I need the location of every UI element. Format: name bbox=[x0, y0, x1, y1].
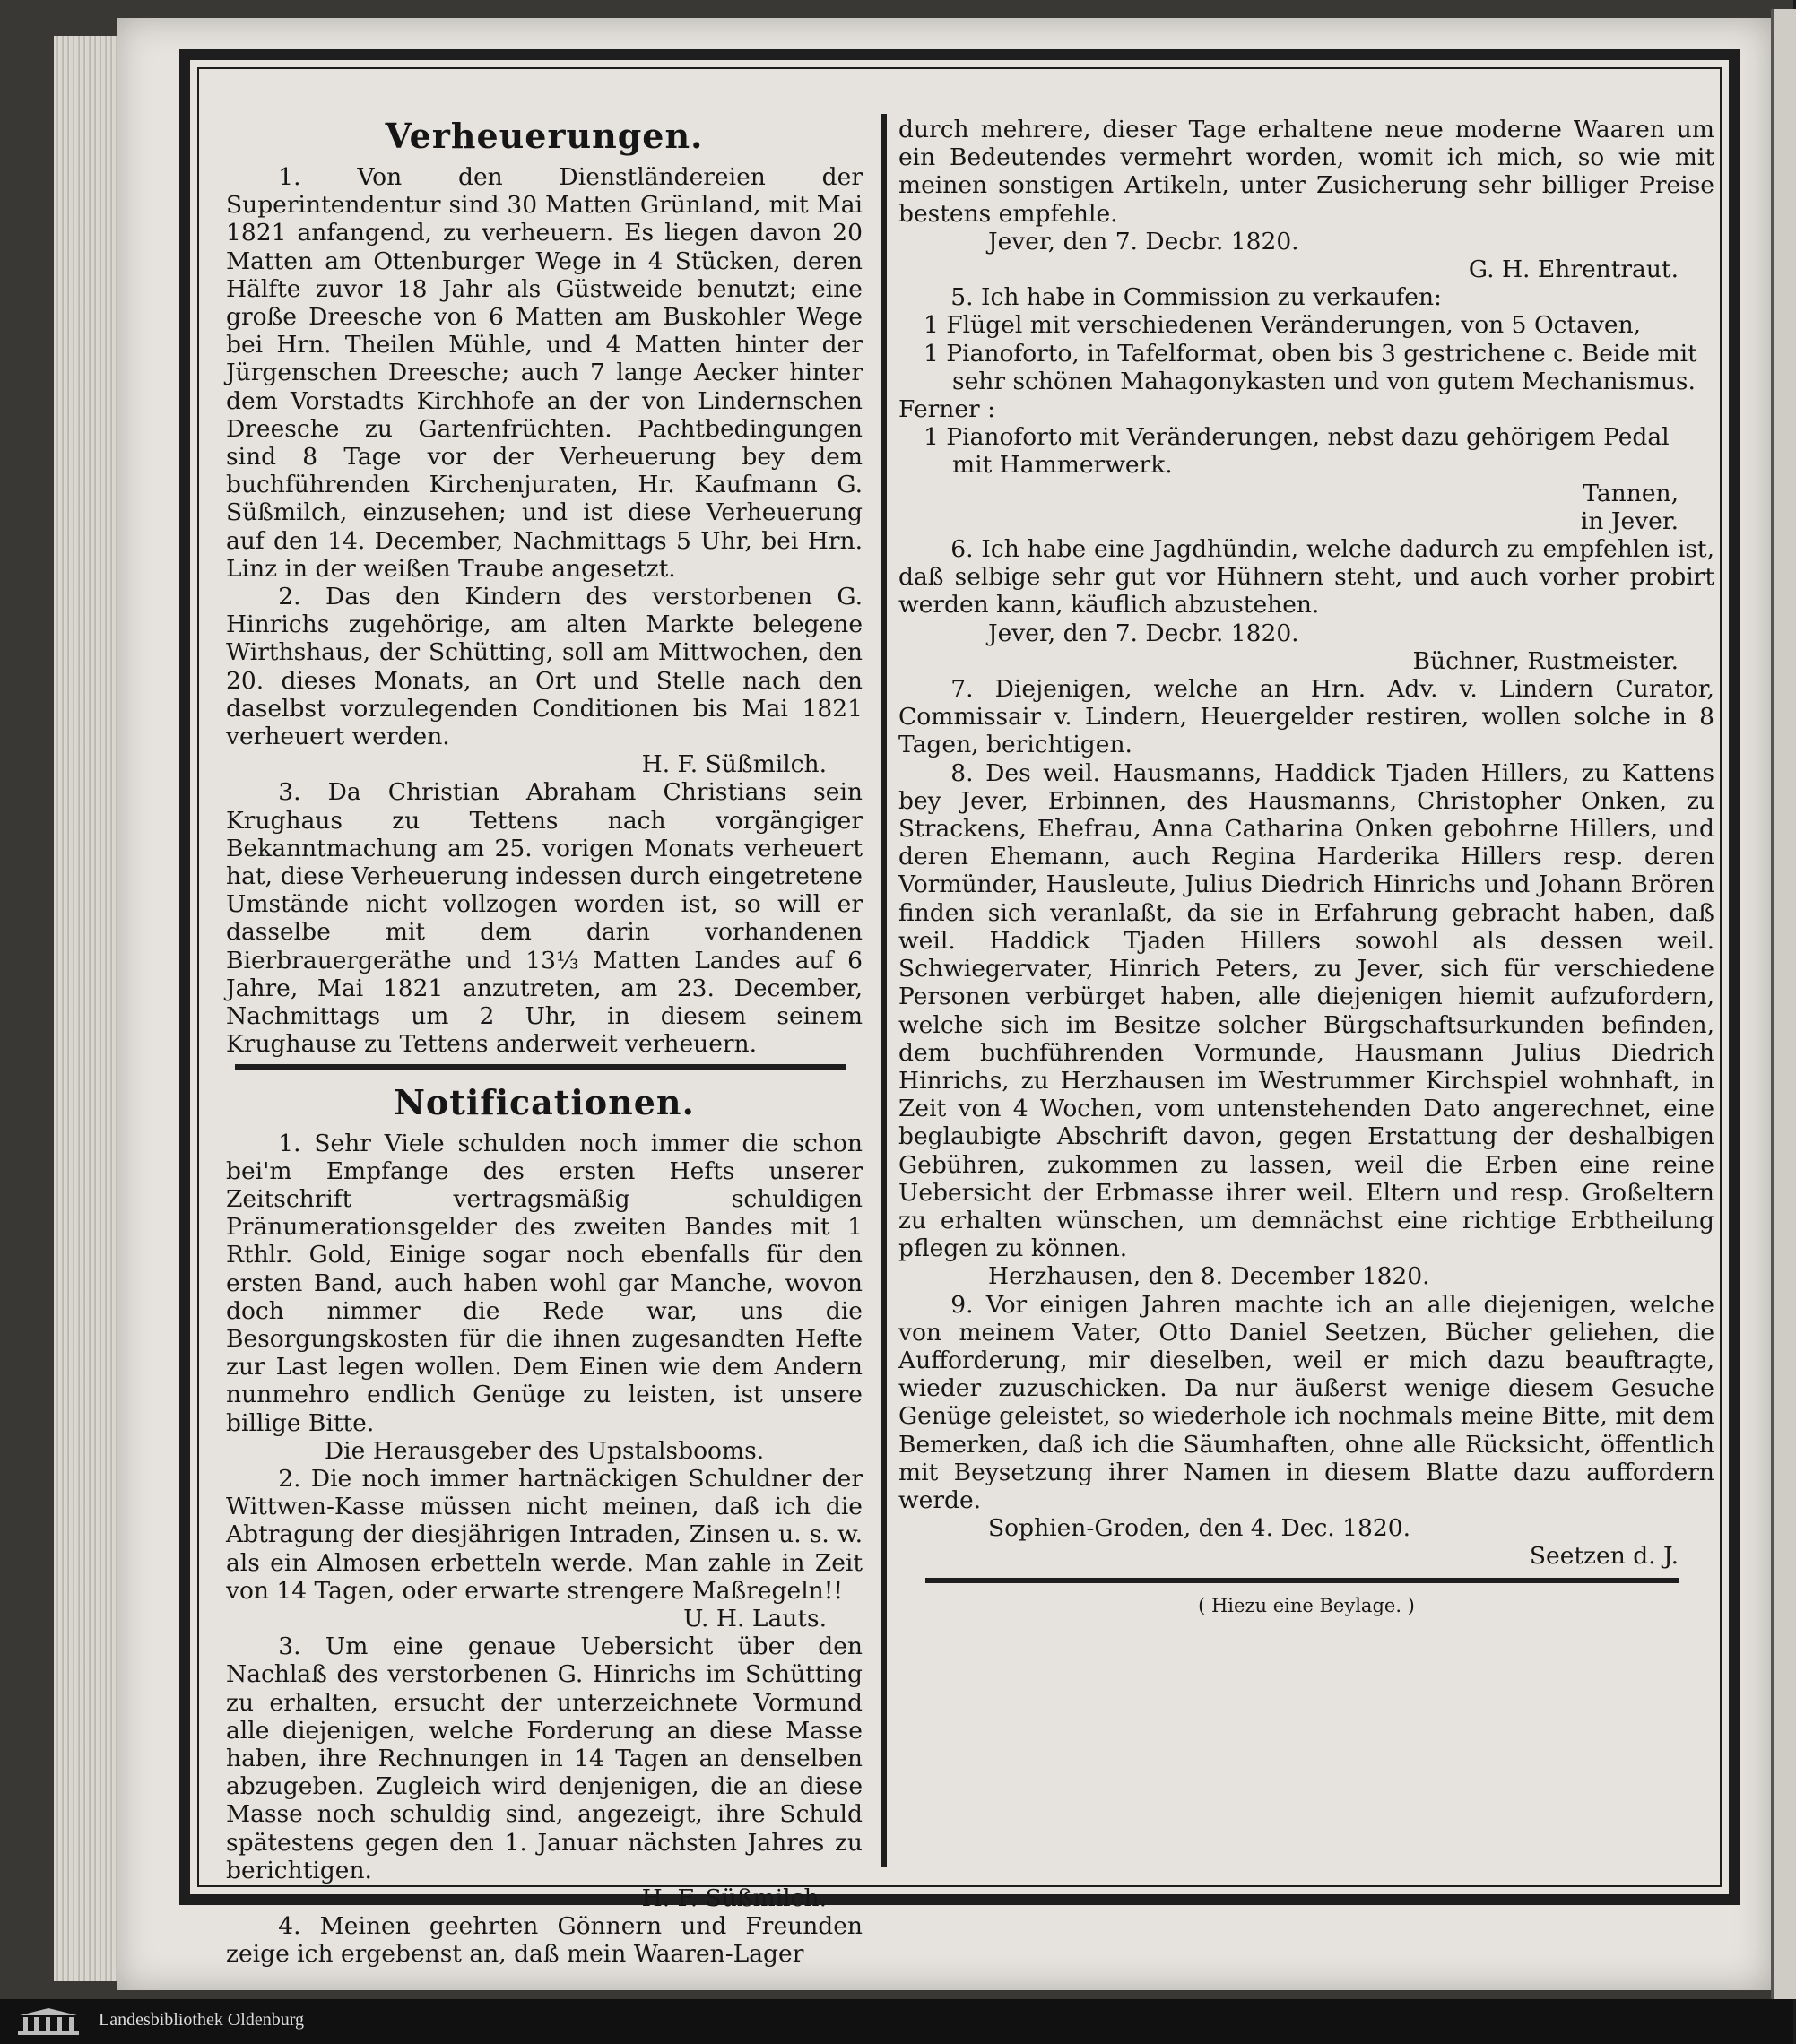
section-rule bbox=[235, 1064, 846, 1070]
left-column bbox=[226, 116, 863, 1969]
notice-paragraph: 9. Vor einigen Jahren machte ich an alle diejenigen, welche von meinem Vater, Otto Daniel Seetzen, Bücher geliehen, die Aufforderung, mir dieselben, weil er mich dazu beauftragte, wieder zuzuschicken. Da nur äußerst wenige diesem Gesuche Genüge geleistet, so wiederhole ich nochmals meine Bitte, mit dem Bemerken, daß ich die Säumhaften, ohne alle Rücksicht, öffentlich mit Beysetzung ihrer Namen in diesem Blatte dazu auffordern werde. bbox=[898, 1290, 1714, 1514]
section-rule bbox=[925, 1578, 1679, 1583]
notice-paragraph: 2. Das den Kindern des verstorbenen G. Hinrichs zugehörige, am alten Markte belegene Wirthshaus, der Schütting, soll am Mittwochen, den 20. dieses Monats, an Ort und Stelle nach den daselbst vorzulegenden Conditionen bis Mai 1821 verheuert werden. bbox=[226, 583, 863, 751]
notice-signature: in Jever. bbox=[1580, 507, 1679, 535]
column-divider bbox=[881, 114, 887, 1867]
notice-paragraph: 1. Von den Dienstländereien der Superintendentur sind 30 Matten Grünland, mit Mai 1821 anfangend, zu verheuern. Es liegen davon 20 Matten am Ottenburger Wege in 4 Stücken, deren Hälfte zuvor 18 Jahr als Güstweide benutzt; eine große Dreesche von 6 Matten am Buskohler Wege bei Hrn. Theilen Mühle, und 4 Matten hinter der Jürgenschen Dreesche; auch 7 lange Aecker hinter dem Vorstadts Kirchhofe an der von Lindernschen Dreesche zu Gartenfrüchten. Pachtbedingungen sind 8 Tage vor der Verheuerung bey dem buchführenden Kirchenjuraten, Hr. Kaufmann G. Süßmilch, einzusehen; und ist diese Verheuerung auf den 14. December, Nachmittags 5 Uhr, bei Hrn. Linz in der weißen Traube angesetzt. bbox=[226, 163, 863, 583]
sale-item: 1 Pianoforto, in Tafelformat, oben bis 3 gestrichene c. Beide mit sehr schönen Mahagonykasten und von gutem Mechanismus. bbox=[924, 339, 1697, 395]
notice-paragraph: 1. Sehr Viele schulden noch immer die schon bei'm Empfange des ersten Hefts unserer Zeitschrift vertragsmäßig schuldigen Pränumerationsgelder des zweiten Bandes mit 1 Rthlr. Gold, Einige sogar noch ebenfalls für den ersten Band, auch haben wohl gar Manche, wovon doch nimmer die Rede war, uns die Besorgungskosten für die ihnen zugesandten Hefte zur Last legen wollen. Dem Einen wie dem Andern nunmehro endlich Genüge zu leisten, ist unsere billige Bitte. bbox=[226, 1129, 863, 1437]
notice-date: Herzhausen, den 8. December 1820. bbox=[988, 1262, 1430, 1291]
notice-date: Sophien-Groden, den 4. Dec. 1820. bbox=[988, 1514, 1410, 1543]
notice-paragraph: 2. Die noch immer hartnäckigen Schuldner der Wittwen-Kasse müssen nicht meinen, daß ich die Abtragung der diesjährigen Intraden, Zinsen u. s. w. als ein Almosen erbetteln werde. Man zahle in Zeit von 14 Tagen, oder erwarte strengere Maßregeln!! bbox=[226, 1464, 863, 1605]
notice-signature: Seetzen d. J. bbox=[1529, 1542, 1679, 1571]
notice-date: Jever, den 7. Decbr. 1820. bbox=[988, 227, 1299, 256]
viewer-footer bbox=[0, 1999, 1793, 2044]
library-name: Landesbibliothek Oldenburg bbox=[99, 2010, 305, 2030]
supplement-note: ( Hiezu eine Beylage. ) bbox=[1198, 1594, 1415, 1616]
notice-signature: Büchner, Rustmeister. bbox=[1412, 646, 1679, 675]
right-column bbox=[898, 116, 1714, 1869]
notice-signature: U. H. Lauts. bbox=[683, 1604, 827, 1633]
notice-paragraph: 4. Meinen geehrten Gönnern und Freunden zeige ich ergebenst an, daß mein Waaren-Lager bbox=[226, 1912, 863, 1969]
section-title-notificationen: Notificationen. bbox=[394, 1081, 695, 1122]
sale-item: 1 Flügel mit verschiedenen Veränderungen, von 5 Octaven, bbox=[924, 311, 1642, 340]
notice-signature: H. F. Süßmilch. bbox=[641, 1884, 827, 1912]
notice-signature: H. F. Süßmilch. bbox=[641, 750, 827, 779]
notice-text: Ferner : bbox=[898, 395, 996, 424]
library-logo-icon bbox=[16, 2006, 81, 2037]
notice-signature: Die Herausgeber des Upstalsbooms. bbox=[324, 1436, 765, 1465]
notice-paragraph: 7. Diejenigen, welche an Hrn. Adv. v. Lindern Curator, Commissair v. Lindern, Heuergelder restiren, wollen solche in 8 Tagen, berichtigen. bbox=[898, 675, 1714, 759]
notice-paragraph: 3. Da Christian Abraham Christians sein Krughaus zu Tettens nach vorgängiger Bekanntmachung am 25. vorigen Monats verheuert hat, diese Verheuerung indessen durch eingetretene Umstände nicht vollzogen worden ist, so will er dasselbe mit dem darin vorhandenen Bierbrauergeräthe und 13⅓ Matten Landes auf 6 Jahre, Mai 1821 anzutreten, am 23. December, Nachmittags um 2 Uhr, in diesem seinem Krughause zu Tettens anderweit verheuern. bbox=[226, 778, 863, 1059]
page-border-frame bbox=[179, 49, 1740, 1969]
notice-signature: G. H. Ehrentraut. bbox=[1468, 256, 1679, 284]
next-page-edge bbox=[1771, 9, 1796, 1999]
book-page-edges bbox=[54, 36, 126, 1981]
notice-signature: Tannen, bbox=[1583, 479, 1679, 507]
notice-paragraph: 8. Des weil. Hausmanns, Haddick Tjaden Hillers, zu Kattens bey Jever, Erbinnen, des Hausmanns, Christopher Onken, zu Strackens, Ehefrau, Anna Catharina Onken gebohrne Hillers, und deren Ehemann, auch Regina Harderika Hillers resp. deren Vormünder, Hausleute, Julius Diedrich Hinrichs und Johann Brören finden sich veranlaßt, da sie in Erfahrung gebracht haben, daß weil. Haddick Tjaden Hillers sowohl als dessen weil. Schwiegervater, Hinrich Peters, zu Jever, sich für verschiedene Personen verbürget haben, alle diejenigen hiemit aufzufordern, welche sich im Besitze solcher Bürgschaftsurkunden befinden, dem buchführenden Vormunde, Hausmann Julius Diedrich Hinrichs, zu Herzhausen im Westrummer Kirchspiel wohnhaft, in Zeit von 4 Wochen, vom untenstehenden Dato angerechnet, eine beglaubigte Abschrift davon, gegen Erstattung der deshalbigen Gebühren, zukommen zu lassen, weil die Erben eine reine Uebersicht der Erbmasse ihrer weil. Eltern und resp. Großeltern zu erhalten wünschen, um demnächst eine richtige Erbtheilung pflegen zu können. bbox=[898, 758, 1714, 1263]
sale-item: 1 Pianoforto mit Veränderungen, nebst dazu gehörigem Pedal mit Hammerwerk. bbox=[924, 423, 1670, 480]
notice-paragraph: 3. Um eine genaue Uebersicht über den Nachlaß des verstorbenen G. Hinrichs im Schütting zu erhalten, ersucht der unterzeichnete Vormund alle diejenigen, welche Forderung an diese Masse haben, ihre Rechnungen in 14 Tagen an denselben abzugeben. Zugleich wird denjenigen, die an diese Masse noch schuldig sind, angezeigt, ihre Schuld spätestens gegen den 1. Januar nächsten Jahres zu berichtigen. bbox=[226, 1633, 863, 1884]
notice-paragraph: 6. Ich habe eine Jagdhündin, welche dadurch zu empfehlen ist, daß selbige sehr gut vor Hühnern steht, und auch vorher probirt werden kann, käuflich abzustehen. bbox=[898, 535, 1714, 619]
notice-paragraph: durch mehrere, dieser Tage erhaltene neue moderne Waaren um ein Bedeutendes vermehrt worden, womit ich mich, so wie mit meinen sonstigen Artikeln, unter Zusicherung sehr billiger Preise bestens empfehle. bbox=[898, 116, 1714, 228]
notice-paragraph: 5. Ich habe in Commission zu verkaufen: bbox=[950, 283, 1442, 312]
section-title-verheuerungen: Verheuerungen. bbox=[385, 116, 704, 156]
notice-date: Jever, den 7. Decbr. 1820. bbox=[988, 619, 1299, 647]
